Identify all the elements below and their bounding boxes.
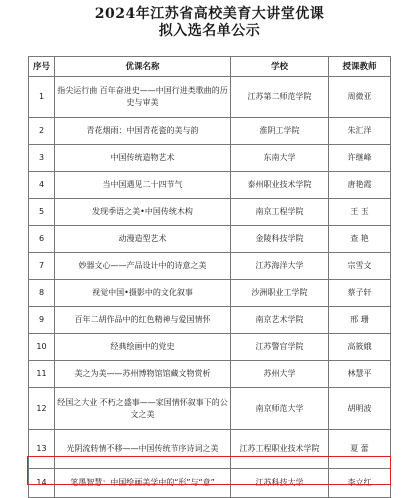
table-row — [29, 145, 391, 172]
cell-school: 东南大学 — [231, 145, 329, 172]
table-row — [29, 280, 391, 307]
table-row — [29, 77, 391, 118]
cell-teacher: 周微亚 — [329, 77, 391, 118]
page-title: 2024年江苏省高校美育大讲堂优课 — [94, 6, 325, 22]
table-body — [29, 77, 391, 498]
cell-course: 发现季语之美•中国传统木构 — [55, 199, 231, 226]
table-row — [29, 388, 391, 430]
cell-school: 江苏海洋大学 — [231, 253, 329, 280]
cell-number: 2 — [29, 118, 55, 145]
column-header-course: 优课名称 — [55, 57, 231, 77]
table-row — [29, 361, 391, 388]
cell-number: 6 — [29, 226, 55, 253]
cell-course: 美之为美——苏州博物馆馆藏文物赏析 — [55, 361, 231, 388]
cell-teacher: 唐艳霞 — [329, 172, 391, 199]
cell-teacher: 夏 蕾 — [329, 430, 391, 469]
cell-number: 5 — [29, 199, 55, 226]
column-header-number: 序号 — [29, 57, 55, 77]
cell-course: 光阴流转情不移——中国传统节序诗词之美 — [55, 430, 231, 469]
cell-teacher: 王 玉 — [329, 199, 391, 226]
cell-school: 金陵科技学院 — [231, 226, 329, 253]
cell-teacher: 许继峰 — [329, 145, 391, 172]
cell-school: 淮阴工学院 — [231, 118, 329, 145]
cell-number: 10 — [29, 334, 55, 361]
cell-teacher: 朱汇洋 — [329, 118, 391, 145]
table-row — [29, 253, 391, 280]
cell-number: 9 — [29, 307, 55, 334]
cell-school: 南京工程学院 — [231, 199, 329, 226]
table-row — [29, 430, 391, 469]
cell-school: 江苏警官学院 — [231, 334, 329, 361]
cell-number: 3 — [29, 145, 55, 172]
table-row — [29, 469, 391, 498]
cell-course: 经国之大业 不朽之盛事——家国情怀叙事下的公文之美 — [55, 388, 231, 430]
cell-course: 动漫造型艺术 — [55, 226, 231, 253]
cell-course: 百年二胡作品中的红色精神与爱国情怀 — [55, 307, 231, 334]
page-subtitle: 拟入选名单公示 — [158, 23, 261, 39]
table-row — [29, 334, 391, 361]
cell-school: 南京艺术学院 — [231, 307, 329, 334]
cell-school: 沙洲职业工学院 — [231, 280, 329, 307]
table-row — [29, 172, 391, 199]
column-header-teacher: 授课教师 — [329, 57, 391, 77]
column-header-school: 学校 — [231, 57, 329, 77]
cell-number: 7 — [29, 253, 55, 280]
cell-course: 中国传统造物艺术 — [55, 145, 231, 172]
cell-number: 14 — [29, 469, 55, 498]
cell-teacher: 李立红 — [329, 469, 391, 498]
cell-course: 妙器文心——产品设计中的诗意之美 — [55, 253, 231, 280]
table-row — [29, 307, 391, 334]
cell-course: 视觉中国•摄影中的文化叙事 — [55, 280, 231, 307]
cell-school: 江苏第二师范学院 — [231, 77, 329, 118]
cell-number: 1 — [29, 77, 55, 118]
cell-course: 当中国遇见二十四节气 — [55, 172, 231, 199]
cell-school: 苏州大学 — [231, 361, 329, 388]
cell-teacher: 胡明波 — [329, 388, 391, 430]
cell-course: 指尖运行曲 百年奋进史——中国行进类歌曲的历史与审美 — [55, 77, 231, 118]
cell-course: 笔墨智慧：中国绘画美学中的“形”与“意” — [55, 469, 231, 498]
cell-course: 青花烟雨：中国青花瓷的美与韵 — [55, 118, 231, 145]
cell-teacher: 邢 珊 — [329, 307, 391, 334]
nominee-table — [28, 56, 391, 498]
cell-teacher: 蔡子轩 — [329, 280, 391, 307]
cell-number: 4 — [29, 172, 55, 199]
cell-teacher: 查 艳 — [329, 226, 391, 253]
cell-course: 经典绘画中的党史 — [55, 334, 231, 361]
table-header-row — [29, 57, 391, 77]
cell-number: 8 — [29, 280, 55, 307]
table-row — [29, 118, 391, 145]
cell-teacher: 林慧平 — [329, 361, 391, 388]
cell-number: 12 — [29, 388, 55, 430]
cell-school: 江苏科技大学 — [231, 469, 329, 498]
cell-teacher: 宗雪文 — [329, 253, 391, 280]
cell-teacher: 高筱娥 — [329, 334, 391, 361]
cell-school: 泰州职业技术学院 — [231, 172, 329, 199]
cell-number: 13 — [29, 430, 55, 469]
cell-school: 南京师范大学 — [231, 388, 329, 430]
table-row — [29, 226, 391, 253]
cell-school: 江苏工程职业技术学院 — [231, 430, 329, 469]
cell-number: 11 — [29, 361, 55, 388]
table-row — [29, 199, 391, 226]
